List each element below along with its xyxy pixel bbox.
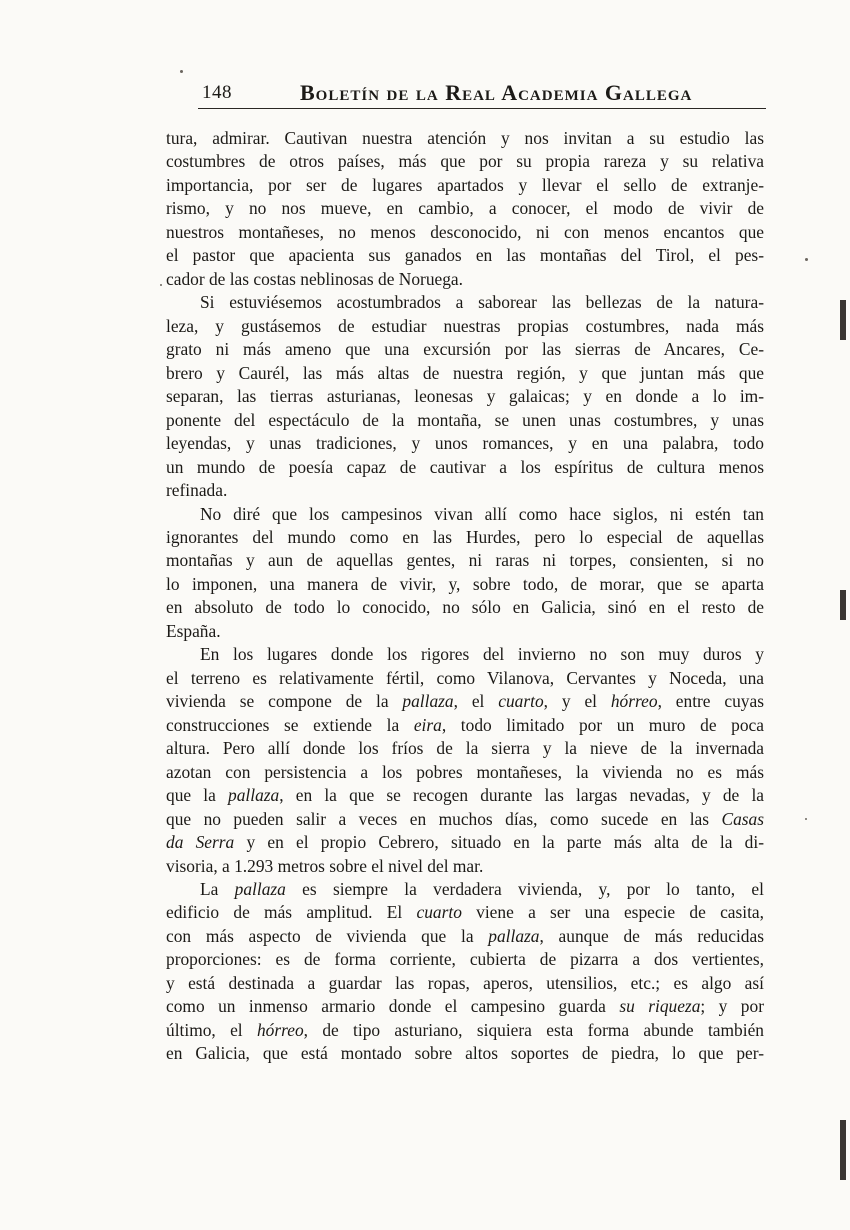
italic-term: da Serra: [166, 832, 235, 853]
text-line: visoria, a 1.293 metros sobre el nivel del mar.: [166, 855, 484, 876]
italic-term: su riqueza: [619, 996, 701, 1017]
page-header: [198, 78, 766, 109]
paragraph-start-line: Si estuviésemos acostumbrados a saborear las bellezas de la natura-: [200, 292, 764, 313]
text-line-with-italics: construcciones se extiende la eira, todo limitado por un muro de poca: [166, 714, 764, 735]
italic-term: eira: [413, 714, 442, 735]
text-line: en Galicia, que está montado sobre altos soportes de piedra, lo que per-: [166, 1043, 764, 1064]
text-line-with-italics: con más aspecto de vivienda que la pallaza, aunque de más reducidas: [166, 925, 764, 946]
italic-term: pallaza: [234, 879, 286, 899]
text-line: y está destinada a guardar las ropas, aperos, utensilios, etc.; es algo así: [166, 972, 764, 993]
italic-term: cuarto: [498, 691, 544, 712]
scan-speck: [160, 284, 162, 286]
italic-term: pallaza: [228, 785, 280, 806]
text-line-with-italics: último, el hórreo, de tipo asturiano, siquiera esta forma abunde también: [166, 1019, 764, 1040]
text-line: lo imponen, una manera de vivir, y, sobre todo, de morar, que se aparta: [166, 573, 764, 594]
body-text: [166, 127, 764, 1066]
text-line: leza, y gustásemos de estudiar nuestras propias costumbres, nada más: [166, 315, 764, 336]
text-line: montañas y aun de aquellas gentes, ni raras ni torpes, consienten, si no: [166, 550, 764, 571]
italic-term: hórreo: [256, 1019, 304, 1040]
text-line: un mundo de poesía capaz de cautivar a los espíritus de cultura menos: [166, 456, 764, 477]
text-line: ponente del espectáculo de la montaña, se unen unas costumbres, y unas: [166, 409, 764, 430]
italic-term: hórreo: [610, 691, 658, 712]
text-line: altura. Pero allí donde los fríos de la sierra y la nieve de la invernada: [166, 738, 764, 759]
paragraph-start-line: En los lugares donde los rigores del invierno no son muy duros y: [200, 644, 764, 665]
italic-term: cuarto: [416, 902, 462, 923]
text-line-with-italics: da Serra y en el propio Cebrero, situado en la parte más alta de la di-: [166, 832, 764, 853]
text-line-with-italics: que no pueden salir a veces en muchos días, como sucede en las Casas: [166, 808, 764, 829]
running-head-title: Boletín de la Real Academia Gallega: [300, 80, 693, 105]
text-line: proporciones: es de forma corriente, cubierta de pizarra a dos vertientes,: [166, 949, 764, 970]
text-line: importancia, por ser de lugares apartados y llevar el sello de extranje-: [166, 174, 764, 195]
text-line: el pastor que apacienta sus ganados en las montañas del Tirol, el pes-: [166, 245, 764, 266]
text-line-with-italics: vivienda se compone de la pallaza, el cuarto, y el hórreo, entre cuyas: [166, 691, 764, 712]
text-line: nuestros montañeses, no menos desconocido, ni con menos encantos que: [166, 221, 764, 242]
text-line-with-italics: como un inmenso armario donde el campesino guarda su riqueza; y por: [166, 996, 764, 1017]
text-line: España.: [166, 620, 221, 641]
italic-term: pallaza: [402, 691, 454, 712]
text-line: azotan con persistencia a los pobres montañeses, la vivienda no es más: [166, 761, 764, 782]
page-number: 148: [202, 82, 232, 103]
text-line: leyendas, y unas tradiciones, y unos romances, y en una palabra, todo: [166, 433, 764, 454]
italic-term: pallaza: [488, 925, 540, 946]
text-line: ignorantes del mundo como en las Hurdes, pero lo especial de aquellas: [166, 526, 764, 547]
text-line: el terreno es relativamente fértil, como Vilanova, Cervantes y Noceda, una: [166, 667, 764, 688]
text-line-with-italics: que la pallaza, en la que se recogen durante las largas nevadas, y de la: [166, 785, 764, 806]
text-line: costumbres de otros países, más que por su propia rareza y su relativa: [166, 151, 764, 172]
paragraph-start-line: No diré que los campesinos vivan allí como hace siglos, ni estén tan: [200, 503, 764, 524]
text-line: brero y Caurél, las más altas de nuestra región, y que juntan más que: [166, 362, 764, 383]
italic-term: Casas: [721, 808, 764, 829]
text-line: refinada.: [166, 480, 228, 501]
paragraph-start-line-with-italics: La pallaza es siempre la verdadera vivienda, y, por lo tanto, el: [200, 879, 764, 899]
text-line: rismo, y no nos mueve, en cambio, a conocer, el modo de vivir de: [166, 198, 764, 219]
text-line-with-italics: edificio de más amplitud. El cuarto viene a ser una especie de casita,: [166, 902, 764, 923]
scan-edge-mark: [840, 590, 846, 620]
scan-speck: [805, 818, 807, 820]
scan-edge-mark: [840, 300, 846, 340]
text-line: separan, las tierras asturianas, leonesas y galaicas; y en donde a lo im-: [166, 386, 764, 407]
scan-speck: [180, 70, 183, 73]
text-line: cador de las costas neblinosas de Noruega.: [166, 268, 463, 289]
scan-speck: [805, 258, 808, 261]
text-line: tura, admirar. Cautivan nuestra atención y nos invitan a su estudio las: [166, 128, 764, 148]
scan-edge-mark: [840, 1120, 846, 1180]
text-line: en absoluto de todo lo conocido, no sólo en Galicia, sinó en el resto de: [166, 597, 764, 618]
text-line: grato ni más ameno que una excursión por las sierras de Ancares, Ce-: [166, 339, 764, 360]
